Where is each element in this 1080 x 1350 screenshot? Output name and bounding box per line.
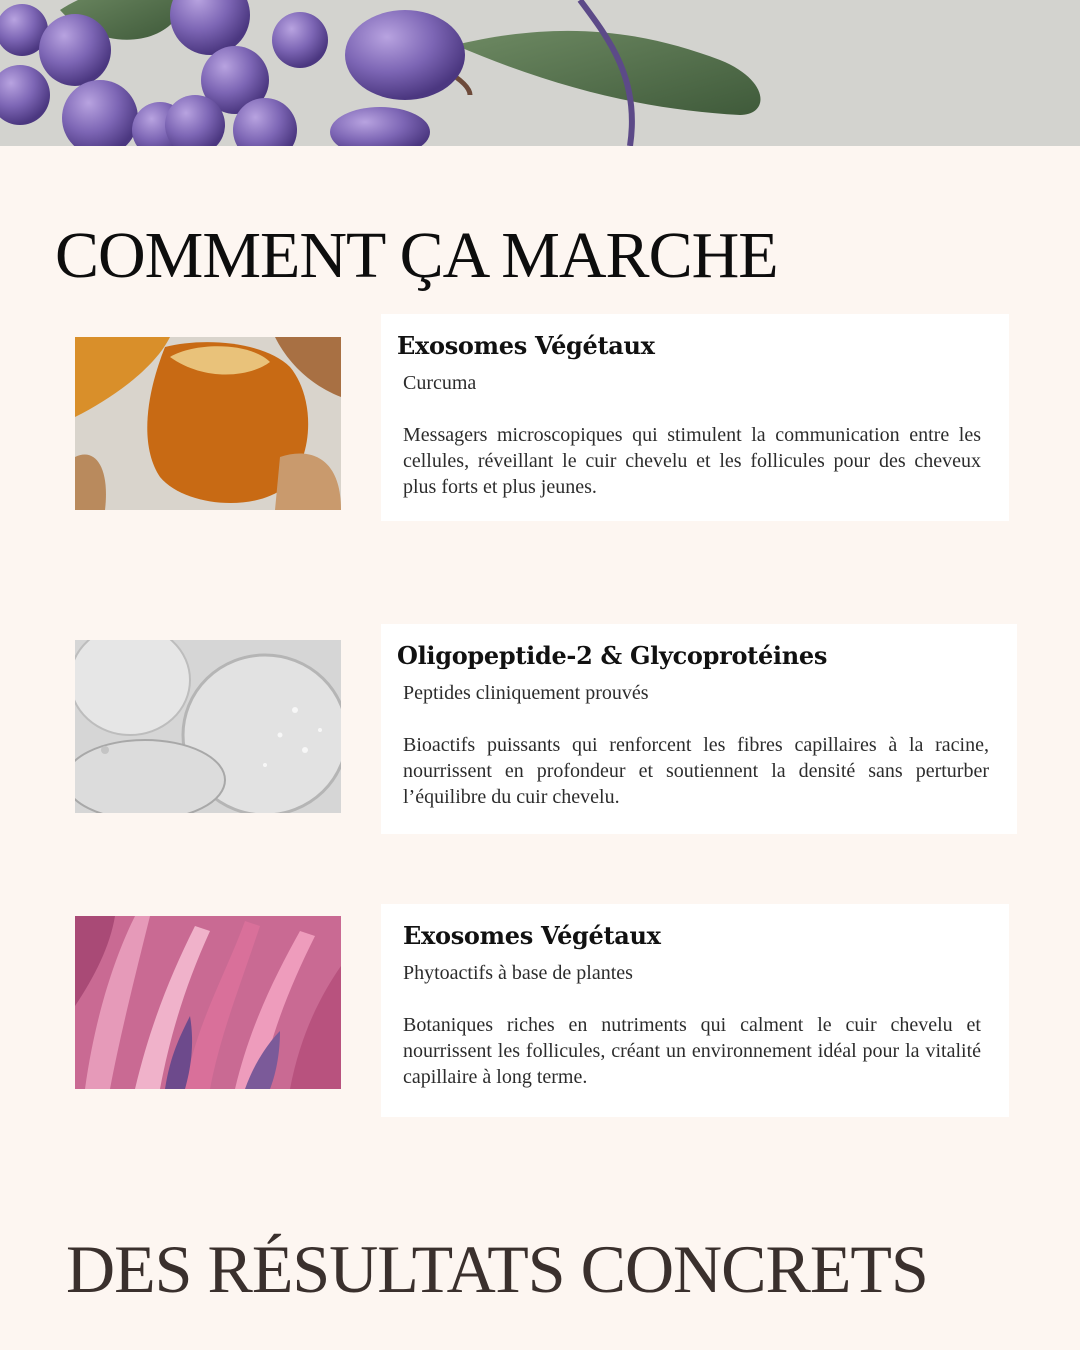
section-title-results: DES RÉSULTATS CONCRETS bbox=[66, 1231, 928, 1307]
section-title-how-it-works: COMMENT ÇA MARCHE bbox=[55, 219, 778, 292]
ingredient-card bbox=[381, 314, 1009, 521]
turmeric-image bbox=[75, 337, 341, 510]
hero-berries-image bbox=[0, 0, 1080, 146]
ingredient-description: Messagers microscopiques qui stimulent la communication entre les cellules, réveillant le cuir chevelu et les follicules pour des cheveux plus forts et plus jeunes. bbox=[403, 424, 981, 498]
ingredient-subtitle: Curcuma bbox=[403, 372, 477, 394]
ingredient-description: Botaniques riches en nutriments qui calment le cuir chevelu et nourrissent les follicules, créant un environnement idéal pour la vitalité capillaire à long terme. bbox=[403, 1014, 981, 1088]
serum-bubbles-image bbox=[75, 640, 341, 813]
ingredient-subtitle: Phytoactifs à base de plantes bbox=[403, 962, 633, 984]
ingredient-title: Exosomes Végétaux bbox=[397, 331, 655, 360]
ingredient-card bbox=[381, 624, 1017, 834]
ingredient-title: Exosomes Végétaux bbox=[403, 921, 661, 950]
pink-flower-image bbox=[75, 916, 341, 1089]
ingredient-description: Bioactifs puissants qui renforcent les fibres capillaires à la racine, nourrissent en profondeur et soutiennent la densité sans perturber l’équilibre du cuir chevelu. bbox=[403, 734, 989, 808]
ingredient-card bbox=[381, 904, 1009, 1117]
ingredient-subtitle: Peptides cliniquement prouvés bbox=[403, 682, 649, 704]
ingredient-title: Oligopeptide-2 & Glycoprotéines bbox=[397, 641, 828, 670]
